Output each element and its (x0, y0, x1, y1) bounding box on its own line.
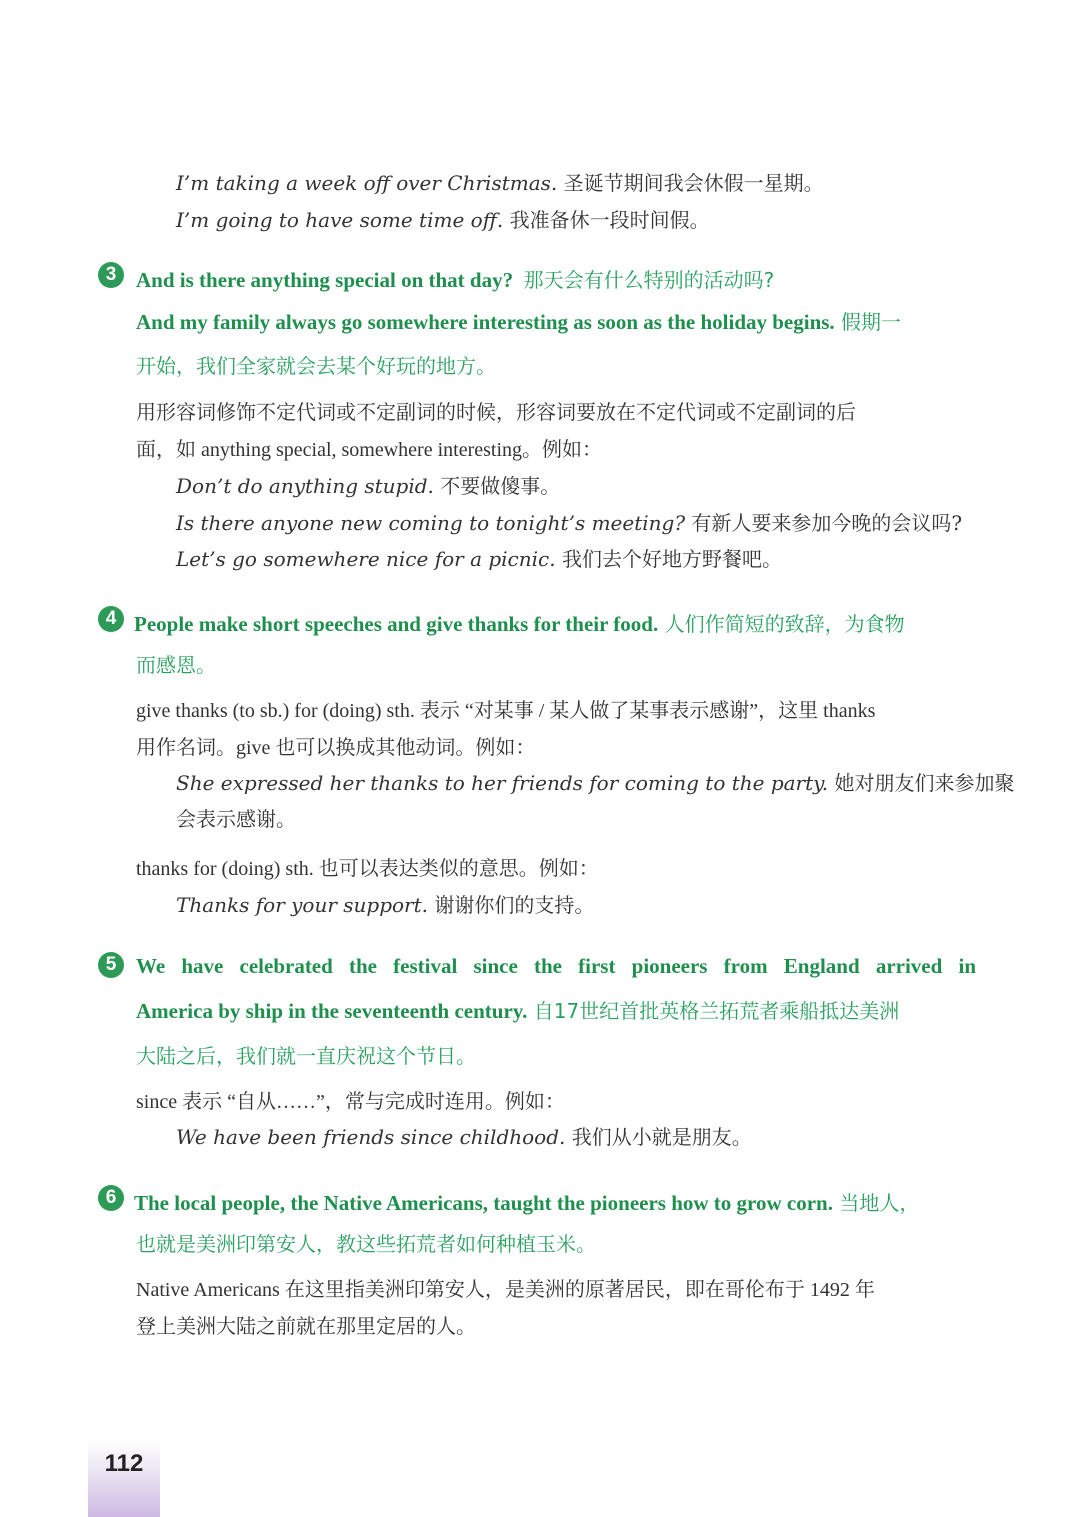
example-sentence (176, 889, 594, 918)
example-en: Thanks for your support. (176, 893, 429, 917)
section-number-badge: 4 (98, 606, 124, 632)
heading-en: America by ship in the seventeenth century. (136, 999, 528, 1023)
heading-zh-continued: 大陆之后，我们就一直庆祝这个节日。 (136, 1044, 476, 1068)
example-zh: 有新人要来参加今晚的会议吗? (685, 511, 963, 535)
section-number-badge: 6 (98, 1185, 124, 1211)
section-number-badge: 3 (98, 262, 124, 288)
heading-zh: 自17世纪首批英格兰拓荒者乘船抵达美洲 (527, 999, 900, 1023)
heading-en: The local people, the Native Americans, taught the pioneers how to grow corn. (134, 1191, 833, 1215)
example-en: Don’t do anything stupid. (176, 474, 434, 498)
example-en: We have been friends since childhood. (176, 1125, 566, 1149)
example-sentence (176, 507, 962, 536)
example-en: I’m going to have some time off. (176, 208, 504, 232)
example-sentence (176, 167, 824, 196)
example-sentence (176, 1121, 752, 1150)
example-sentence (176, 767, 1015, 796)
explanation-text: 面，如 anything special, somewhere interesting。例如： (136, 439, 603, 461)
heading-zh: 那天会有什么特别的活动吗? (523, 268, 775, 292)
explanation-text: thanks for (doing) sth. 也可以表达类似的意思。例如： (136, 858, 599, 880)
example-en: She expressed her thanks to her friends for coming to the party. (176, 771, 829, 795)
section-heading (134, 608, 905, 637)
section-heading (134, 1187, 919, 1216)
heading-en: People make short speeches and give thanks for their food. (134, 612, 659, 636)
heading-en: And my family always go somewhere interesting as soon as the holiday begins. (136, 310, 835, 334)
heading-zh: 当地人， (832, 1191, 920, 1215)
example-en: I’m taking a week off over Christmas. (176, 171, 558, 195)
example-sentence (176, 204, 710, 233)
example-zh: 我们从小就是朋友。 (565, 1125, 752, 1149)
heading-zh: 人们作简短的致辞，为食物 (658, 612, 905, 636)
example-zh: 我准备休一段时间假。 (503, 208, 710, 232)
example-zh: 她对朋友们来参加聚 (828, 771, 1015, 795)
page-number: 112 (104, 1450, 144, 1477)
section-heading-line (136, 995, 899, 1024)
explanation-text: since 表示 “自从……”，常与完成时连用。例如： (136, 1091, 565, 1113)
example-sentence (176, 470, 560, 499)
example-sentence (176, 543, 782, 572)
explanation-text: Native Americans 在这里指美洲印第安人，是美洲的原著居民，即在哥伦布于 1492 年 (136, 1279, 875, 1301)
heading-zh-continued: 开始，我们全家就会去某个好玩的地方。 (136, 354, 496, 378)
explanation-text: 登上美洲大陆之前就在那里定居的人。 (136, 1316, 476, 1338)
example-zh: 圣诞节期间我会休假一星期。 (557, 171, 824, 195)
section-heading: We have celebrated the festival since the first pioneers from England arrived in (136, 954, 976, 978)
section-heading (136, 264, 774, 293)
example-zh: 会表示感谢。 (176, 807, 296, 831)
explanation-text: give thanks (to sb.) for (doing) sth. 表示 “对某事 / 某人做了某事表示感谢”，这里 thanks (136, 700, 876, 722)
example-en: Is there anyone new coming to tonight’s meeting? (176, 511, 686, 535)
section-heading-line (136, 306, 901, 335)
example-en: Let’s go somewhere nice for a picnic. (176, 547, 556, 571)
heading-zh-continued: 也就是美洲印第安人，教这些拓荒者如何种植玉米。 (136, 1232, 596, 1256)
heading-zh-continued: 而感恩。 (136, 653, 216, 677)
example-sentence-continued (176, 803, 296, 832)
heading-zh: 假期一 (834, 310, 902, 334)
section-number-badge: 5 (98, 952, 124, 978)
example-zh: 不要做傻事。 (433, 474, 561, 498)
explanation-text: 用形容词修饰不定代词或不定副词的时候，形容词要放在不定代词或不定副词的后 (136, 402, 856, 424)
example-zh: 谢谢你们的支持。 (428, 893, 595, 917)
explanation-text: 用作名词。give 也可以换成其他动词。例如： (136, 737, 536, 759)
heading-en: And is there anything special on that day? (136, 268, 514, 292)
example-zh: 我们去个好地方野餐吧。 (555, 547, 782, 571)
page-number-tab (88, 1440, 160, 1517)
